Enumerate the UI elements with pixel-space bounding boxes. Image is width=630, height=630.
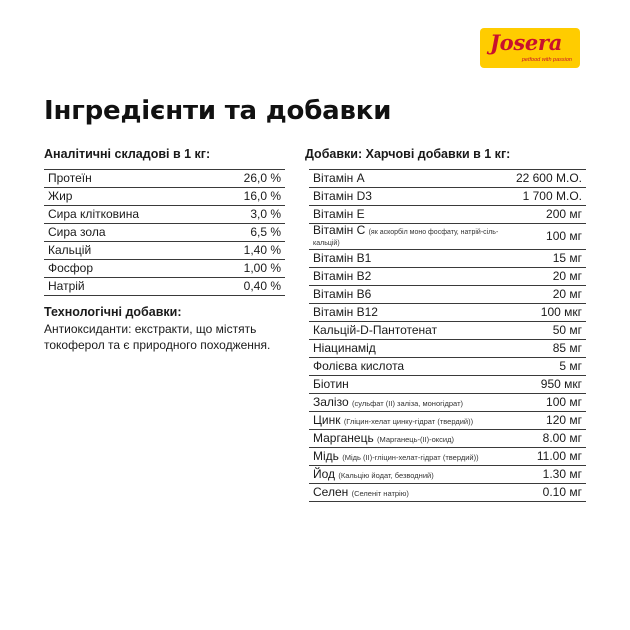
additive-row (309, 304, 586, 322)
nutrient-value: 26,0 % (209, 170, 285, 188)
brand-logo (480, 28, 580, 68)
additive-cell (309, 466, 512, 484)
additive-row (309, 286, 586, 304)
nutrient-value: 3,0 % (209, 206, 285, 224)
additive-value: 20 мг (512, 286, 586, 304)
additive-cell (309, 358, 512, 376)
nutrient-value: 0,40 % (209, 278, 285, 296)
additive-cell (309, 206, 512, 224)
additive-cell (309, 430, 512, 448)
analytical-row (44, 260, 285, 278)
technological-text: Антиоксиданти: екстракти, що містять токоферол та є природного походження. (44, 322, 271, 352)
nutrient-name: Жир (44, 188, 209, 206)
additive-note: (Гліцин-хелат цинку-гідрат (твердий)) (343, 416, 474, 426)
additive-name: Залізо (313, 394, 349, 409)
additives-heading: Добавки: Харчові добавки в 1 кг: (305, 147, 511, 161)
additive-row (309, 340, 586, 358)
additive-name: Цинк (313, 412, 341, 427)
additives-table (309, 169, 586, 502)
additive-name: Вітамін D3 (313, 189, 372, 203)
additive-value: 20 мг (512, 268, 586, 286)
additive-name: Біотин (313, 377, 349, 391)
additive-cell (309, 376, 512, 394)
additive-note: (Селеніт натрію) (351, 488, 409, 498)
analytical-row (44, 278, 285, 296)
nutrient-name: Фосфор (44, 260, 209, 278)
additive-row (309, 448, 586, 466)
additive-note: (сульфат (II) заліза, моногідрат) (351, 398, 464, 408)
additive-value: 100 мг (512, 394, 586, 412)
additive-cell (309, 412, 512, 430)
additive-row (309, 206, 586, 224)
additive-row (309, 250, 586, 268)
additive-name: Вітамін В6 (313, 287, 372, 301)
additive-row (309, 224, 586, 250)
analytical-row (44, 188, 285, 206)
additive-value: 1 700 М.О. (512, 188, 586, 206)
additive-value: 15 мг (512, 250, 586, 268)
nutrient-value: 16,0 % (209, 188, 285, 206)
analytical-heading: Аналітичні складові в 1 кг: (44, 147, 211, 161)
additive-value: 120 мг (512, 412, 586, 430)
additive-note-wrap: (як аскорбіл моно фосфату, натрій-сіль-кальцій) (313, 228, 499, 247)
page-title: Інгредієнти та добавки (44, 96, 392, 126)
additive-name: Марганець (313, 430, 374, 445)
nutrient-value: 1,00 % (209, 260, 285, 278)
additive-row (309, 412, 586, 430)
additive-cell (309, 250, 512, 268)
additive-value: 11.00 мг (512, 448, 586, 466)
additive-value: 5 мг (512, 358, 586, 376)
additive-value: 8.00 мг (512, 430, 586, 448)
additive-cell (309, 448, 512, 466)
additive-row (309, 466, 586, 484)
additive-row (309, 188, 586, 206)
additive-cell (309, 224, 512, 250)
additive-name: Вітамін Е (313, 207, 365, 221)
additive-row (309, 268, 586, 286)
technological-heading: Технологічні добавки: (44, 305, 182, 319)
analytical-row (44, 224, 285, 242)
additive-note: (Мідь (II)-гліцин-хелат-гідрат (твердий)) (342, 452, 479, 462)
additive-value: 1.30 мг (512, 466, 586, 484)
additive-value: 950 мкг (512, 376, 586, 394)
additive-name: Вітамін А (313, 171, 365, 185)
additive-name: Вітамін В12 (313, 305, 378, 319)
additive-name: Йод (313, 466, 336, 481)
additive-note: (Кальцію йодат, безводний) (338, 470, 434, 480)
analytical-table (44, 169, 285, 296)
additive-name: Кальцій-D-Пантотенат (313, 323, 438, 337)
additive-value: 22 600 М.О. (512, 170, 586, 188)
additive-name: Вітамін С (313, 222, 366, 237)
additive-row (309, 430, 586, 448)
additive-cell (309, 188, 512, 206)
analytical-row (44, 206, 285, 224)
analytical-row (44, 170, 285, 188)
additive-name: Фолієва кислота (313, 359, 405, 373)
nutrient-name: Натрій (44, 278, 209, 296)
additive-cell (309, 340, 512, 358)
additive-name: Вітамін В1 (313, 251, 372, 265)
additive-name: Селен (313, 484, 349, 499)
additive-row (309, 376, 586, 394)
additive-value: 0.10 мг (512, 484, 586, 502)
nutrient-value: 1,40 % (209, 242, 285, 260)
additive-value: 100 мкг (512, 304, 586, 322)
additive-value: 50 мг (512, 322, 586, 340)
additive-cell (309, 304, 512, 322)
brand-tagline: petfood with passion (521, 57, 572, 63)
additive-cell (309, 394, 512, 412)
analytical-row (44, 242, 285, 260)
additive-note: (Марганець-(II)-оксид) (377, 434, 454, 444)
additive-cell (309, 484, 512, 502)
nutrient-name: Протеїн (44, 170, 209, 188)
nutrient-name: Кальцій (44, 242, 209, 260)
nutrient-name: Сира зола (44, 224, 209, 242)
additive-name: Мідь (313, 448, 339, 463)
nutrient-value: 6,5 % (209, 224, 285, 242)
brand-wordmark: Josera (490, 30, 562, 55)
additive-row (309, 394, 586, 412)
additive-row (309, 170, 586, 188)
additive-value: 200 мг (512, 206, 586, 224)
additive-cell (309, 322, 512, 340)
additive-value: 85 мг (512, 340, 586, 358)
additive-cell (309, 170, 512, 188)
additive-name: Ніацинамід (313, 341, 376, 355)
additive-cell (309, 286, 512, 304)
nutrient-name: Сира клітковина (44, 206, 209, 224)
additive-row (309, 358, 586, 376)
additive-value: 100 мг (512, 224, 586, 250)
additive-row (309, 484, 586, 502)
additive-row (309, 322, 586, 340)
additive-name: Вітамін В2 (313, 269, 372, 283)
additive-cell (309, 268, 512, 286)
